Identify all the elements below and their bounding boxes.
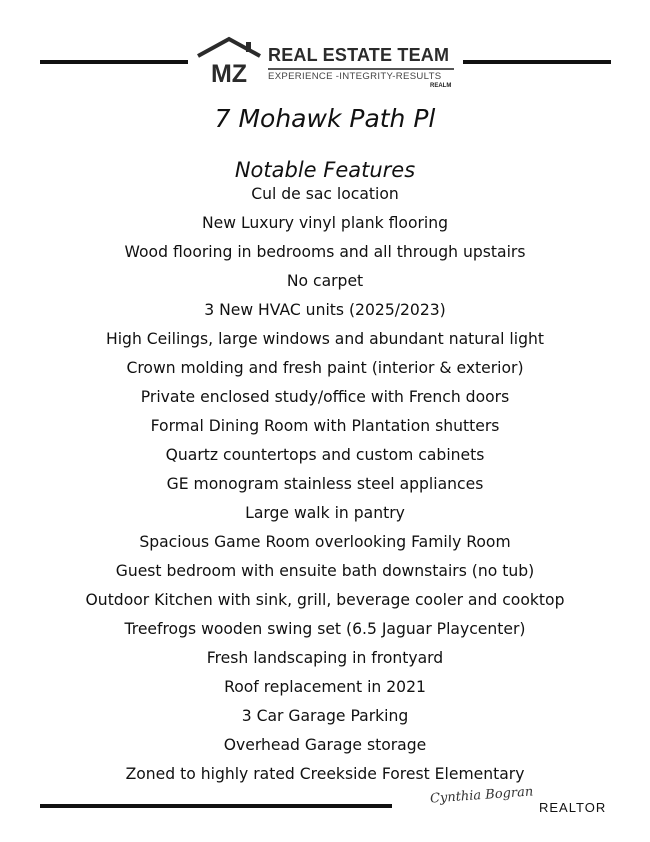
footer-rule	[40, 804, 392, 808]
logo-divider	[268, 68, 454, 70]
feature-item: Fresh landscaping in frontyard	[206, 649, 444, 667]
realtor-title: REALTOR	[539, 800, 607, 815]
header-rule-left	[40, 60, 188, 64]
feature-item: 3 Car Garage Parking	[241, 707, 409, 725]
feature-item: GE monogram stainless steel appliances	[166, 475, 484, 493]
feature-item: No carpet	[286, 272, 364, 290]
feature-item: Overhead Garage storage	[223, 736, 427, 754]
feature-item: High Ceilings, large windows and abundant natural light	[106, 330, 544, 348]
brokerage-logo: REALM	[430, 83, 452, 89]
feature-item: Spacious Game Room overlooking Family Room	[139, 533, 511, 551]
header-rule-right	[463, 60, 611, 64]
team-logo	[196, 36, 462, 96]
feature-item: Guest bedroom with ensuite bath downstairs (no tub)	[115, 562, 535, 580]
feature-item: Formal Dining Room with Plantation shutters	[150, 417, 500, 435]
features-list	[0, 180, 650, 789]
feature-item: Quartz countertops and custom cabinets	[165, 446, 485, 464]
feature-item: Treefrogs wooden swing set (6.5 Jaguar Playcenter)	[124, 620, 526, 638]
house-logo-icon	[196, 36, 262, 86]
feature-item: Cul de sac location	[251, 185, 399, 203]
realtor-signature: Cynthia Bogran	[429, 784, 534, 807]
logo-tagline: EXPERIENCE -INTEGRITY-RESULTS	[268, 71, 442, 82]
feature-item: New Luxury vinyl plank flooring	[201, 214, 449, 232]
feature-item: Zoned to highly rated Creekside Forest Elementary	[125, 765, 525, 783]
feature-item: Roof replacement in 2021	[224, 678, 426, 696]
feature-item: Private enclosed study/office with French doors	[140, 388, 510, 406]
feature-item: 3 New HVAC units (2025/2023)	[204, 301, 446, 319]
feature-item: Large walk in pantry	[245, 504, 405, 522]
logo-initials: MZ	[210, 60, 248, 86]
feature-item: Crown molding and fresh paint (interior & exterior)	[126, 359, 524, 377]
feature-item: Wood flooring in bedrooms and all through upstairs	[124, 243, 526, 261]
logo-title: REAL ESTATE TEAM	[268, 45, 450, 65]
features-heading: Notable Features	[234, 158, 416, 182]
feature-item: Outdoor Kitchen with sink, grill, beverage cooler and cooktop	[85, 591, 565, 609]
property-address: 7 Mohawk Path Pl	[214, 104, 436, 133]
